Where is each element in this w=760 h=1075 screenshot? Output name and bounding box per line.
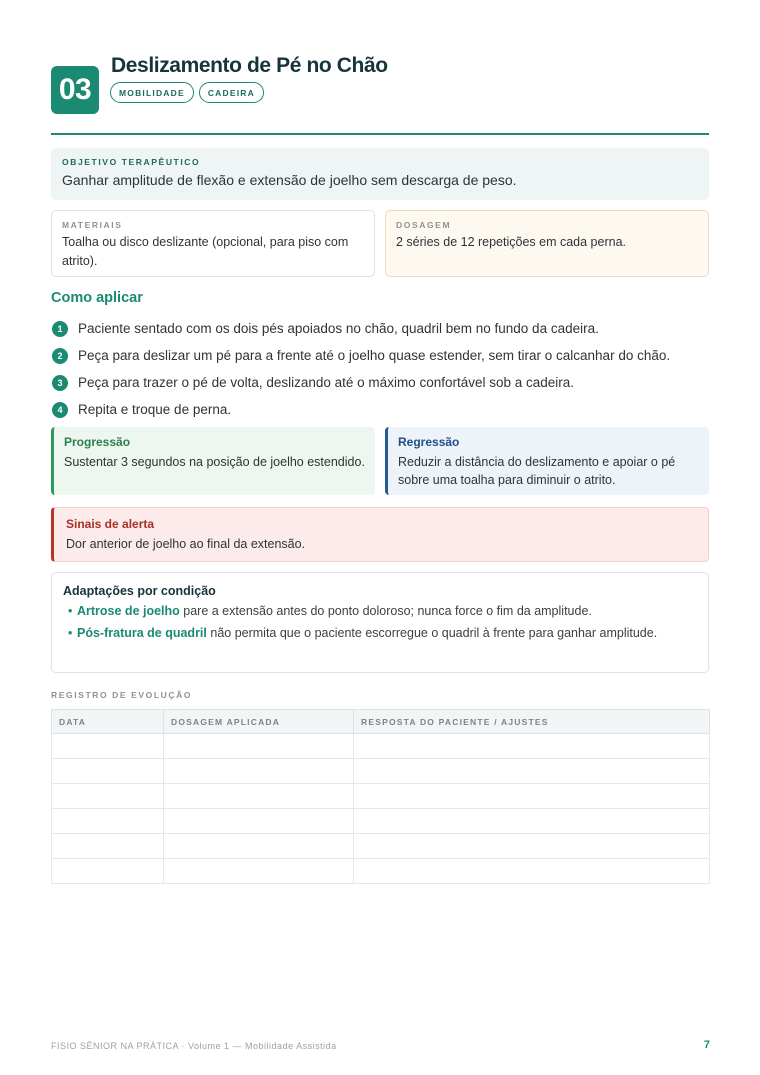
table-cell[interactable]	[164, 859, 354, 884]
table-cell[interactable]	[164, 809, 354, 834]
adaptation-text: não permita que o paciente escorregue o quadril à frente para ganhar amplitude.	[206, 626, 658, 640]
adaptation-term: Artrose de joelho	[77, 604, 180, 618]
regression-text: Reduzir a distância do deslizamento e apoiar o pé sobre uma toalha para diminuir o atrito.	[398, 455, 676, 487]
table-row	[52, 759, 710, 784]
table-cell[interactable]	[52, 759, 164, 784]
adaptation-term: Pós-fratura de quadril	[77, 626, 207, 640]
table-cell[interactable]	[52, 834, 164, 859]
header-divider	[51, 133, 709, 135]
table-cell[interactable]	[52, 859, 164, 884]
table-cell[interactable]	[52, 809, 164, 834]
step-text: Peça para deslizar um pé para a frente até o joelho quase estender, sem tirar o calcanhar do chão.	[78, 348, 671, 363]
progression-box	[51, 427, 375, 495]
exercise-header	[51, 54, 709, 136]
step-text: Repita e troque de perna.	[78, 402, 232, 417]
table-row	[52, 784, 710, 809]
bullet-icon: •	[68, 604, 73, 618]
materials-box	[51, 210, 375, 277]
step-number: 3	[52, 375, 68, 391]
how-to-title: Como aplicar	[51, 290, 143, 306]
adaptation-item	[63, 603, 697, 620]
table-row	[52, 809, 710, 834]
dosage-label: DOSAGEM	[396, 220, 452, 230]
exercise-title: Deslizamento de Pé no Chão	[111, 54, 388, 77]
table-cell[interactable]	[164, 759, 354, 784]
table-cell[interactable]	[354, 859, 710, 884]
column-header-response: RESPOSTA DO PACIENTE / AJUSTES	[354, 710, 710, 734]
table-header-row	[52, 710, 710, 734]
regression-title: Regressão	[398, 435, 460, 449]
materials-label: MATERIAIS	[62, 220, 123, 230]
table-cell[interactable]	[164, 784, 354, 809]
table-cell[interactable]	[354, 759, 710, 784]
progression-title: Progressão	[64, 435, 131, 449]
step-item	[52, 396, 722, 423]
adaptation-text: pare a extensão antes do ponto doloroso; nunca force o fim da amplitude.	[179, 604, 592, 618]
dosage-text: 2 séries de 12 repetições em cada perna.	[396, 235, 626, 249]
dosage-box	[385, 210, 709, 277]
table-cell[interactable]	[52, 734, 164, 759]
tag-list	[110, 82, 264, 103]
table-cell[interactable]	[354, 734, 710, 759]
column-header-dosage: DOSAGEM APLICADA	[164, 710, 354, 734]
step-item	[52, 369, 722, 396]
alert-title: Sinais de alerta	[66, 517, 155, 531]
step-number: 1	[52, 321, 68, 337]
footer-text: FISIO SÊNIOR NA PRÁTICA · Volume 1 — Mobilidade Assistida	[51, 1041, 337, 1051]
table-row	[52, 734, 710, 759]
table-cell[interactable]	[164, 834, 354, 859]
bullet-icon: •	[68, 626, 73, 640]
objective-label: OBJETIVO TERAPÊUTICO	[62, 157, 201, 167]
step-number: 4	[52, 402, 68, 418]
evolution-log-table	[51, 709, 710, 884]
table-row	[52, 859, 710, 884]
objective-text: Ganhar amplitude de flexão e extensão de joelho sem descarga de peso.	[62, 172, 517, 188]
materials-text: Toalha ou disco deslizante (opcional, para piso com atrito).	[62, 235, 349, 268]
regression-box	[385, 427, 709, 495]
tag-mobilidade: MOBILIDADE	[110, 82, 194, 103]
table-cell[interactable]	[52, 784, 164, 809]
step-number: 2	[52, 348, 68, 364]
table-cell[interactable]	[354, 809, 710, 834]
table-cell[interactable]	[354, 834, 710, 859]
column-header-date: DATA	[52, 710, 164, 734]
table-row	[52, 834, 710, 859]
alert-box	[51, 507, 709, 562]
adaptation-item	[63, 625, 697, 642]
table-cell[interactable]	[164, 734, 354, 759]
step-list	[52, 315, 722, 423]
exercise-number-badge: 03	[51, 66, 99, 114]
table-cell[interactable]	[354, 784, 710, 809]
log-title: REGISTRO DE EVOLUÇÃO	[51, 690, 193, 700]
step-item	[52, 342, 722, 369]
tag-cadeira: CADEIRA	[199, 82, 264, 103]
adaptations-title: Adaptações por condição	[63, 584, 216, 598]
step-text: Paciente sentado com os dois pés apoiados no chão, quadril bem no fundo da cadeira.	[78, 321, 599, 336]
objective-box	[51, 148, 709, 200]
alert-text: Dor anterior de joelho ao final da extensão.	[66, 537, 306, 551]
step-text: Peça para trazer o pé de volta, deslizando até o máximo confortável sob a cadeira.	[78, 375, 575, 390]
step-item	[52, 315, 722, 342]
progression-text: Sustentar 3 segundos na posição de joelho estendido.	[64, 455, 365, 469]
page-number: 7	[703, 1039, 710, 1051]
adaptations-box	[51, 572, 709, 673]
